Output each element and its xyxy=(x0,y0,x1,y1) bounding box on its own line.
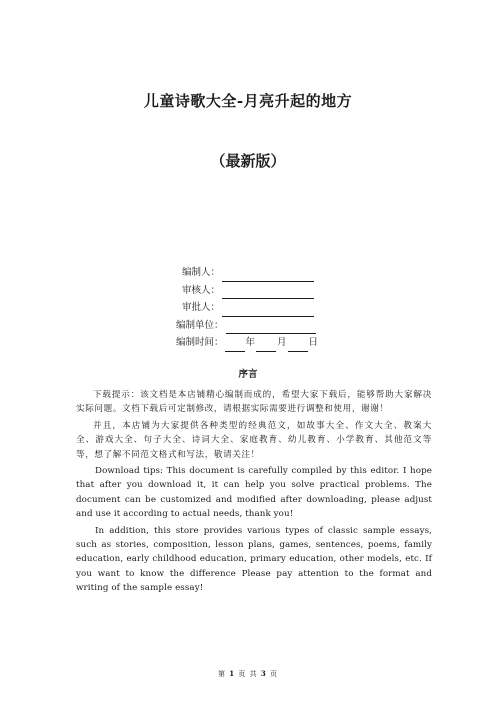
footer-prefix: 第 xyxy=(218,670,227,678)
preface-paragraph: In addition, this store provides various types of classic sample essays, such as stories, composition, lesson plans, games, sentences, poems, family education, early childhood education, primary education, other models, etc. If you want to know the difference Please pay attention to the format and writing of the sample essay! xyxy=(76,525,432,594)
preface-body xyxy=(76,388,432,598)
editor-row xyxy=(176,264,318,282)
document-title: 儿童诗歌大全-月亮升起的地方 xyxy=(143,92,353,110)
metadata-block xyxy=(176,264,318,352)
page-footer xyxy=(0,669,496,679)
reviewer-row xyxy=(176,282,318,300)
unit-row xyxy=(176,317,318,335)
editor-blank xyxy=(222,270,314,282)
approver-label: 审批人： xyxy=(182,302,221,313)
editor-label: 编制人： xyxy=(182,267,221,278)
footer-suffix: 页 xyxy=(269,670,278,678)
approver-blank xyxy=(222,305,314,317)
year-label: 年 xyxy=(245,337,256,348)
preface-heading: 序言 xyxy=(238,369,258,380)
unit-label: 编制单位： xyxy=(176,319,224,331)
footer-middle: 页 共 xyxy=(238,670,258,678)
footer-current-page: 1 xyxy=(229,669,236,678)
time-label: 编制时间： xyxy=(176,337,224,348)
reviewer-blank xyxy=(222,287,314,299)
preface-paragraph: 并且，本店铺为大家提供各种类型的经典范文，如故事大全、作文大全、教案大全、游戏大全、句子大全、诗词大全、家庭教育、幼儿教育、小学教育、其他范文等等，想了解不同范文格式和写法，敬请关注！ xyxy=(76,420,432,460)
month-label: 月 xyxy=(277,337,287,348)
preface-paragraph: 下载提示：该文档是本店铺精心编制而成的，希望大家下载后，能够帮助大家解决实际问题。文档下载后可定制修改，请根据实际需要进行调整和使用，谢谢！ xyxy=(76,390,432,415)
footer-total-pages: 3 xyxy=(260,669,267,678)
day-label: 日 xyxy=(308,337,319,348)
approver-row xyxy=(176,299,318,317)
time-row xyxy=(176,334,318,352)
document-subtitle: （最新版） xyxy=(210,152,286,170)
preface-paragraph: Download tips: This document is carefully compiled by this editor. I hope that after you download it, it can help you solve practical problems. The document can be customized and modified after downloading, please adjust and use it according to actual needs, thank you! xyxy=(76,466,432,520)
year-blank xyxy=(225,340,245,352)
unit-blank xyxy=(226,322,316,334)
month-blank xyxy=(256,340,276,352)
reviewer-label: 审核人： xyxy=(182,284,221,296)
day-blank xyxy=(288,340,308,352)
